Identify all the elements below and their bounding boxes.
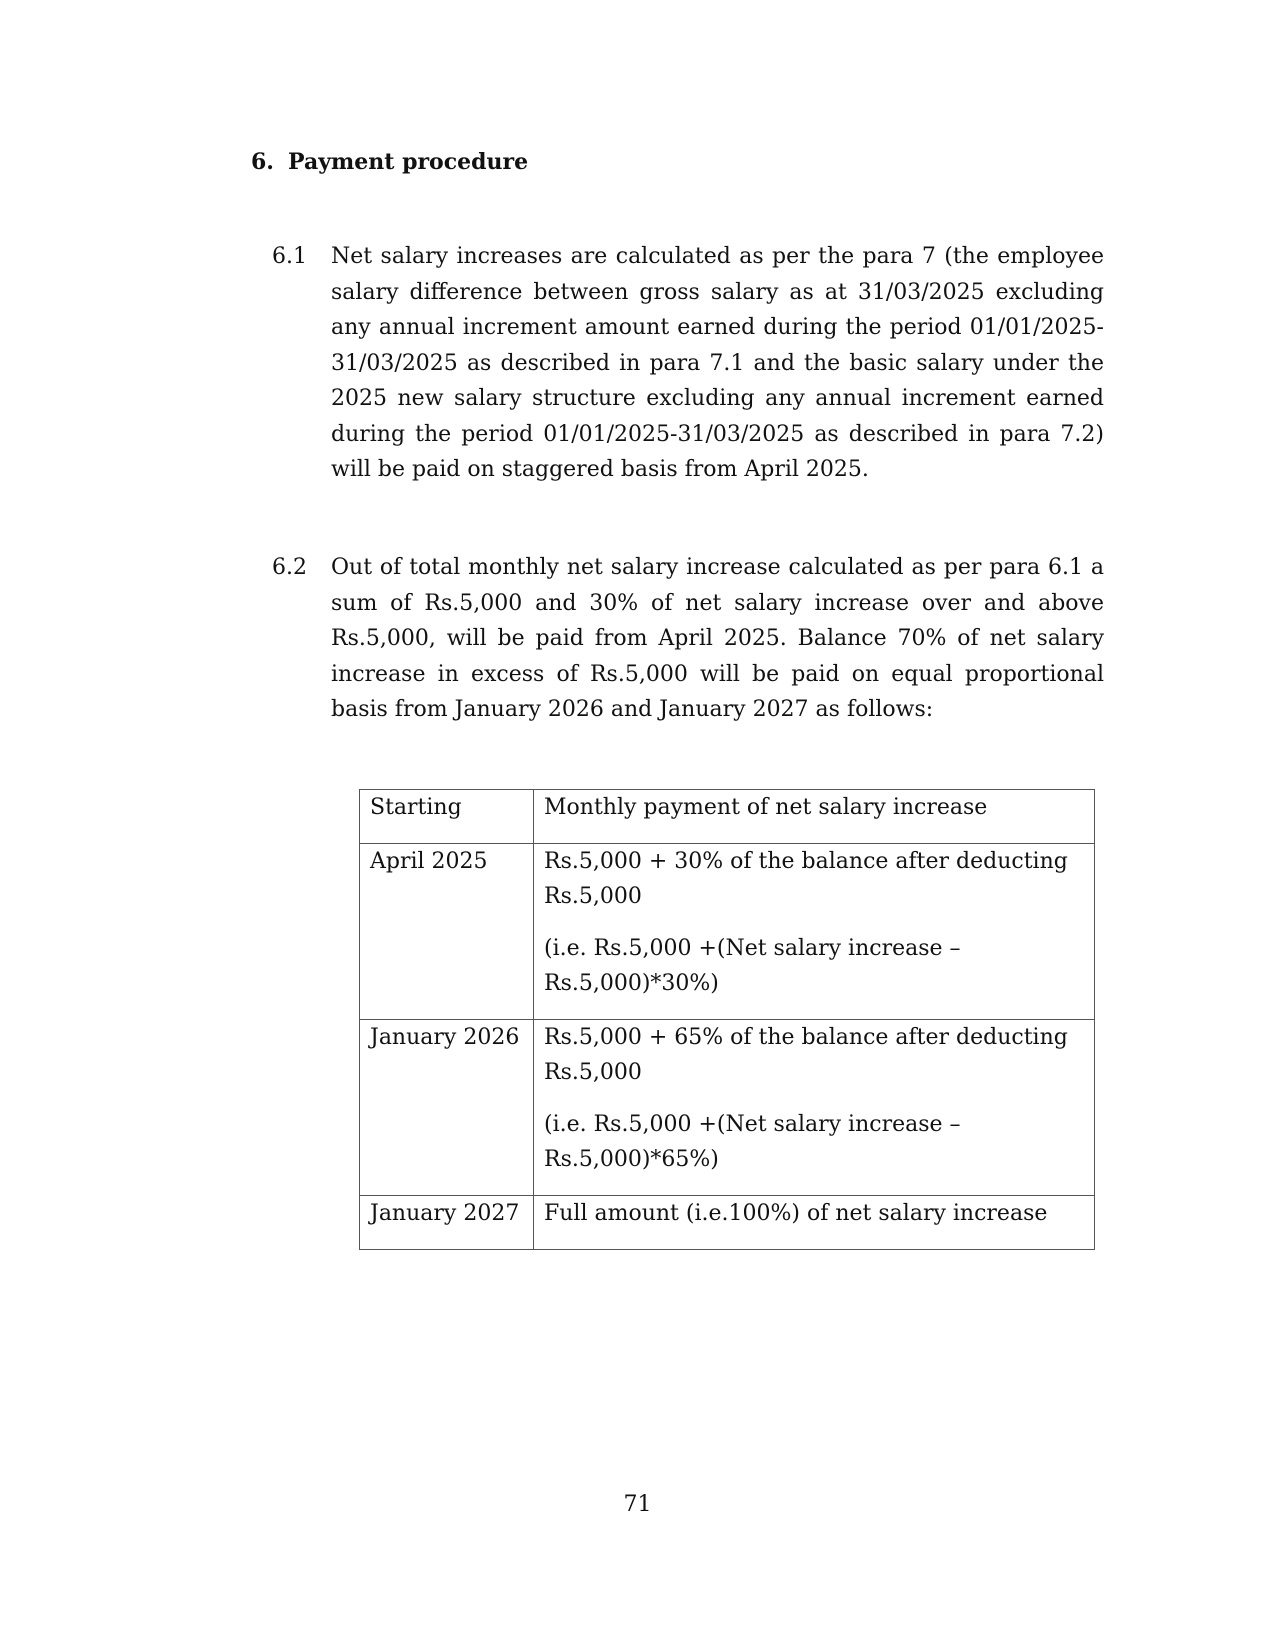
payment-text: Rs.5,000 + 65% of the balance after deducting Rs.5,000 xyxy=(544,1025,1068,1085)
payment-schedule-table xyxy=(359,789,1095,1250)
cell-starting: January 2026 xyxy=(360,1020,534,1196)
section-title: Payment procedure xyxy=(288,149,529,175)
cell-starting: January 2027 xyxy=(360,1196,534,1250)
paragraph-6-2 xyxy=(272,550,1104,728)
table-row xyxy=(360,844,1095,1020)
cell-starting: April 2025 xyxy=(360,844,534,1020)
page-number: 71 xyxy=(623,1492,652,1517)
payment-text: Rs.5,000 + 30% of the balance after deducting Rs.5,000 xyxy=(544,849,1068,909)
table-row xyxy=(360,1196,1095,1250)
payment-table xyxy=(359,789,1095,1250)
header-monthly-payment: Monthly payment of net salary increase xyxy=(534,790,1095,844)
table-header-row xyxy=(360,790,1095,844)
cell-payment xyxy=(534,1196,1095,1250)
paragraph-number: 6.1 xyxy=(272,244,307,269)
section-heading xyxy=(251,149,528,175)
table-row xyxy=(360,1020,1095,1196)
cell-payment xyxy=(534,1020,1095,1196)
cell-payment xyxy=(534,844,1095,1020)
payment-formula: (i.e. Rs.5,000 +(Net salary increase – Rs.5,000)*30%) xyxy=(544,936,961,996)
header-starting: Starting xyxy=(360,790,534,844)
paragraph-text: Net salary increases are calculated as per the para 7 (the employee salary difference between gross salary as at 31/03/2025 excluding any annual increment amount earned during the period 01/01/2025-31/03/2025 as described in para 7.1 and the basic salary under the 2025 new salary structure excluding any annual increment earned during the period 01/01/2025-31/03/2025 as described in para 7.2) will be paid on staggered basis from April 2025. xyxy=(331,244,1104,482)
payment-text: Full amount (i.e.100%) of net salary increase xyxy=(544,1201,1048,1226)
paragraph-6-1 xyxy=(272,239,1104,488)
payment-formula: (i.e. Rs.5,000 +(Net salary increase – Rs.5,000)*65%) xyxy=(544,1112,961,1172)
paragraph-number: 6.2 xyxy=(272,555,307,580)
section-number: 6. xyxy=(251,149,274,175)
paragraph-text: Out of total monthly net salary increase calculated as per para 6.1 a sum of Rs.5,000 and 30% of net salary increase over and above Rs.5,000, will be paid from April 2025. Balance 70% of net salary increase in excess of Rs.5,000 will be paid on equal proportional basis from January 2026 and January 2027 as follows: xyxy=(331,555,1104,722)
